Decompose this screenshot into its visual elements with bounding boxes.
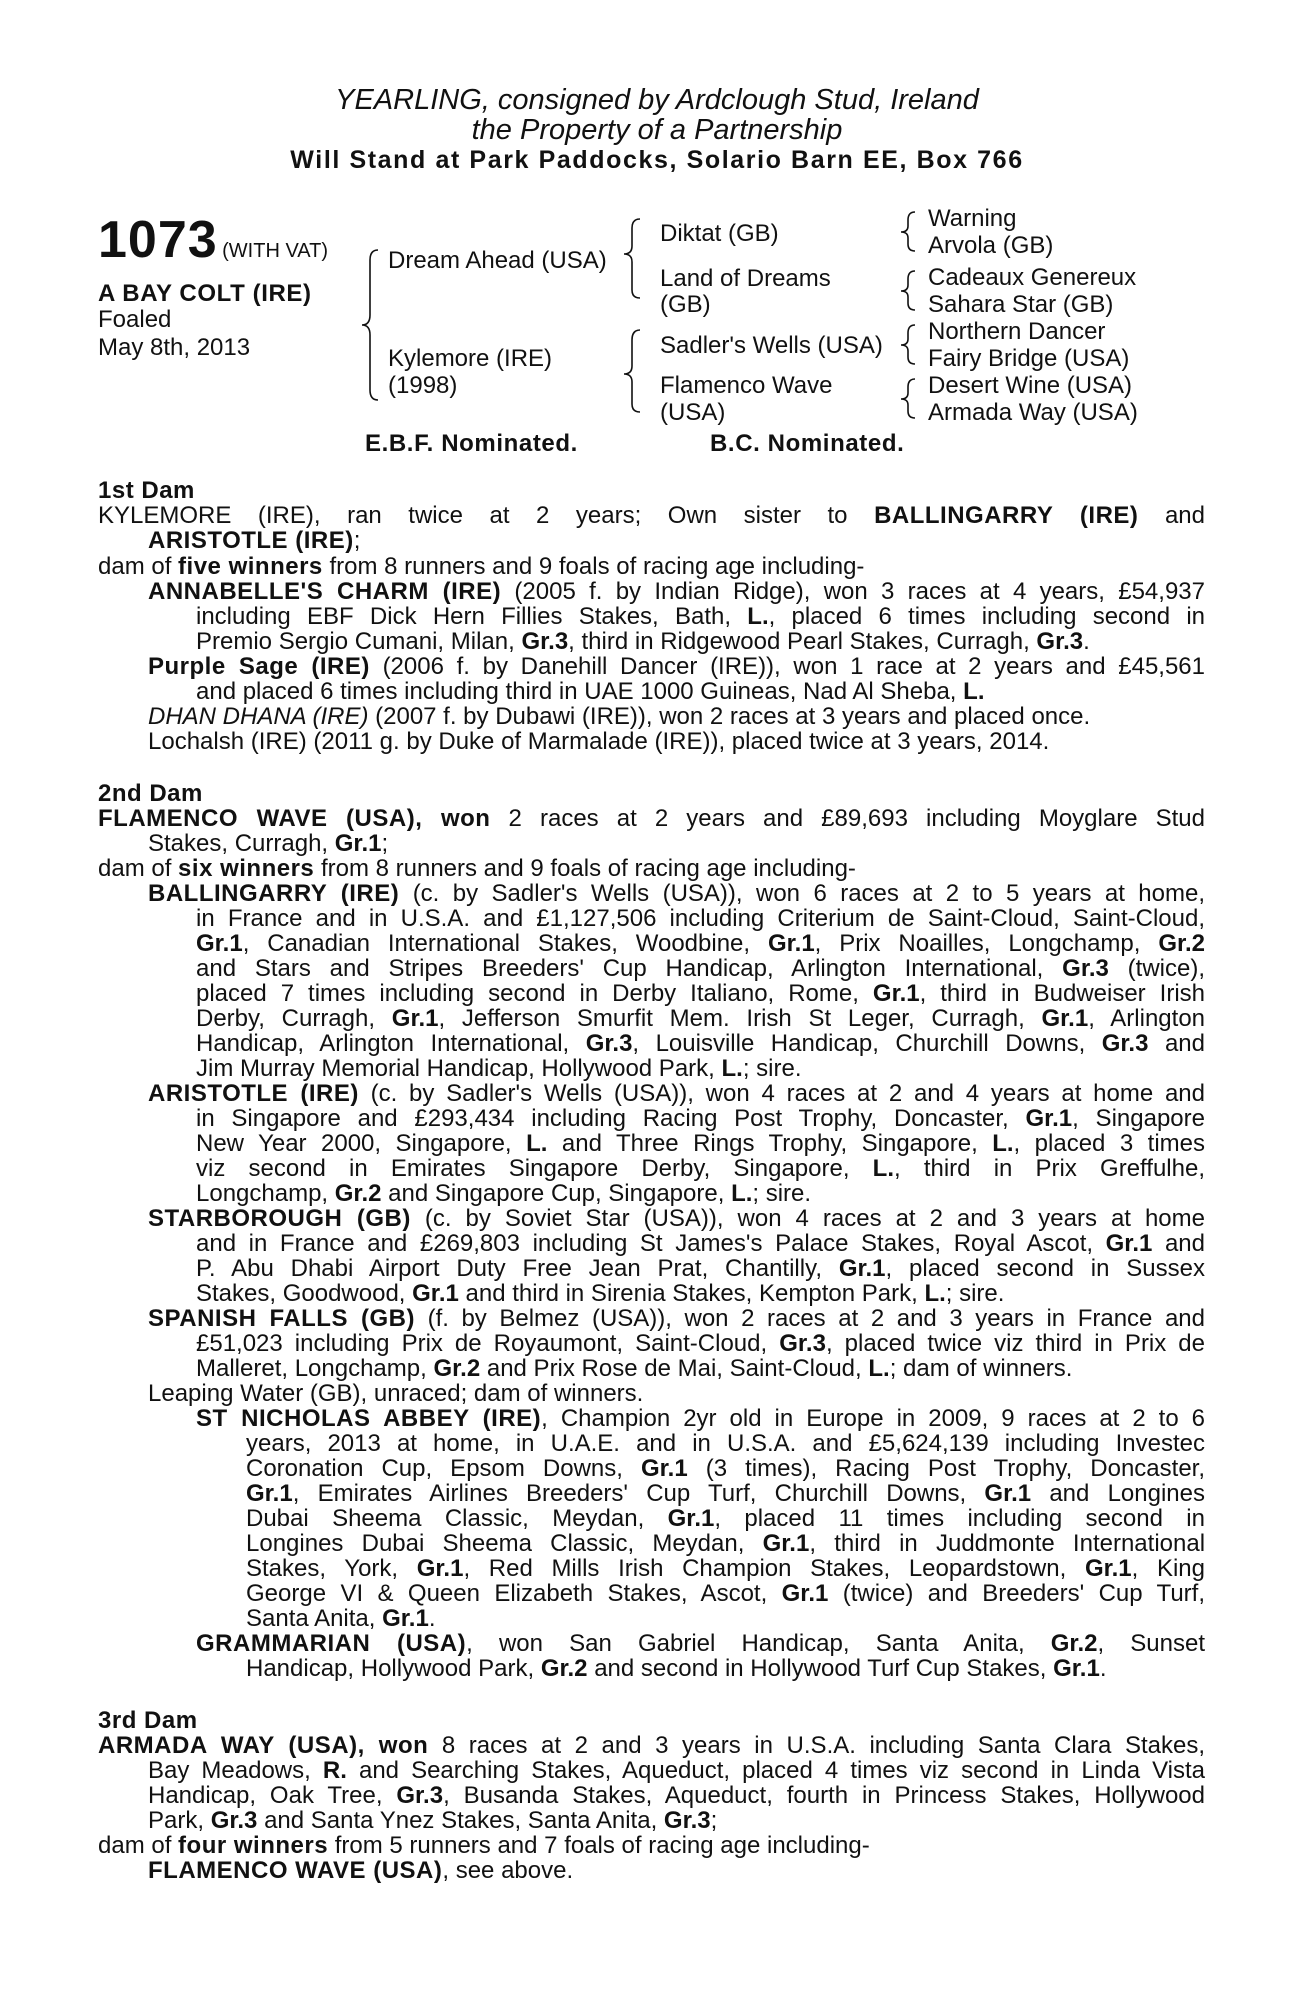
aristotle-line-1: ARISTOTLE (IRE) (c. by Sadler's Wells (USA)), won 4 races at 2 and 4 years at home and — [148, 1080, 1205, 1107]
annabelle-line-3: Premio Sergio Cumani, Milan, Gr.3, third in Ridgewood Pearl Stakes, Curragh, Gr.3. — [196, 628, 1090, 655]
aristotle-line-5: Longchamp, Gr.2 and Singapore Cup, Singapore, L.; sire. — [196, 1180, 812, 1207]
flamenco-see-above: FLAMENCO WAVE (USA), see above. — [148, 1857, 574, 1884]
st-nicholas-line-2: years, 2013 at home, in U.A.E. and in U.S.A. and £5,624,139 including Investec — [246, 1430, 1205, 1457]
main-brace — [362, 250, 378, 400]
st-nicholas-line-7: Stakes, York, Gr.1, Red Mills Irish Champion Stakes, Leopardstown, Gr.1, King — [246, 1555, 1205, 1582]
ballingarry-line-8: Jim Murray Memorial Handicap, Hollywood Park, L.; sire. — [196, 1055, 802, 1082]
ballingarry-line-7: Handicap, Arlington International, Gr.3, Louisville Handicap, Churchill Downs, Gr.3 and — [196, 1030, 1205, 1057]
grammarian-line-2: Handicap, Hollywood Park, Gr.2 and second in Hollywood Turf Cup Stakes, Gr.1. — [246, 1655, 1107, 1682]
st-nicholas-line-1: ST NICHOLAS ABBEY (IRE), Champion 2yr old in Europe in 2009, 9 races at 2 to 6 — [196, 1405, 1206, 1432]
vat-note: (WITH VAT) — [222, 240, 329, 262]
purple-sage-line-1: Purple Sage (IRE) (2006 f. by Danehill Dancer (IRE)), won 1 race at 2 years and £45,561 — [148, 653, 1205, 680]
sire-sire-sire: Warning — [928, 205, 1017, 232]
sire-sire: Diktat (GB) — [660, 220, 779, 247]
dam-sire-dam: Fairy Bridge (USA) — [928, 345, 1130, 372]
st-nicholas-line-5: Dubai Sheema Classic, Meydan, Gr.1, placed 11 times including second in — [246, 1505, 1205, 1532]
dhan-dhana-line: DHAN DHANA (IRE) (2007 f. by Dubawi (IRE)), won 2 races at 3 years and placed once. — [148, 703, 1091, 730]
ballingarry-line-1: BALLINGARRY (IRE) (c. by Sadler's Wells (USA)), won 6 races at 2 to 5 years at home, — [148, 880, 1206, 907]
annabelle-line-2: including EBF Dick Hern Fillies Stakes, Bath, L., placed 6 times including second in — [196, 603, 1206, 630]
annabelle-line-1: ANNABELLE'S CHARM (IRE) (2005 f. by Indian Ridge), won 3 races at 4 years, £54,937 — [148, 578, 1205, 605]
lochalsh-line: Lochalsh (IRE) (2011 g. by Duke of Marmalade (IRE)), placed twice at 3 years, 2014. — [148, 728, 1050, 755]
gsd-brace-3 — [901, 325, 915, 364]
ballingarry-line-4: and Stars and Stripes Breeders' Cup Handicap, Arlington International, Gr.3 (twice), — [196, 955, 1205, 982]
ballingarry-line-6: Derby, Curragh, Gr.1, Jefferson Smurfit Mem. Irish St Leger, Curragh, Gr.1, Arlington — [196, 1005, 1206, 1032]
sire-dam-sire: Cadeaux Genereux — [928, 264, 1137, 291]
gsd-brace-1 — [901, 212, 915, 251]
spanish-falls-line-3: Malleret, Longchamp, Gr.2 and Prix Rose de Mai, Saint-Cloud, L.; dam of winners. — [196, 1355, 1073, 1382]
second-dam-produce: dam of six winners from 8 runners and 9 foals of racing age including- — [98, 855, 856, 882]
property-line: the Property of a Partnership — [471, 114, 843, 146]
armada-line-4: Park, Gr.3 and Santa Ynez Stakes, Santa Anita, Gr.3; — [148, 1807, 718, 1834]
first-dam-intro: KYLEMORE (IRE), ran twice at 2 years; Own sister to BALLINGARRY (IRE) and — [98, 502, 1205, 529]
stand-line: Will Stand at Park Paddocks, Solario Barn EE, Box 766 — [290, 146, 1024, 174]
dam-brace — [624, 330, 640, 412]
st-nicholas-line-9: Santa Anita, Gr.1. — [246, 1605, 436, 1632]
armada-line-3: Handicap, Oak Tree, Gr.3, Busanda Stakes, Aqueduct, fourth in Princess Stakes, Hollywood — [148, 1782, 1206, 1809]
st-nicholas-line-3: Coronation Cup, Epsom Downs, Gr.1 (3 times), Racing Post Trophy, Doncaster, — [246, 1455, 1205, 1482]
starborough-line-1: STARBOROUGH (GB) (c. by Soviet Star (USA)), won 4 races at 2 and 3 years at home — [148, 1205, 1205, 1232]
second-dam-heading: 2nd Dam — [98, 780, 203, 807]
sire-brace — [624, 219, 640, 298]
leaping-water-line: Leaping Water (GB), unraced; dam of winners. — [148, 1380, 644, 1407]
dam-name: Kylemore (IRE) — [388, 345, 553, 372]
aristotle-line-3: New Year 2000, Singapore, L. and Three Rings Trophy, Singapore, L., placed 3 times — [196, 1130, 1205, 1157]
spanish-falls-line-1: SPANISH FALLS (GB) (f. by Belmez (USA)), won 2 races at 2 and 3 years in France and — [148, 1305, 1206, 1332]
purple-sage-line-2: and placed 6 times including third in UAE 1000 Guineas, Nad Al Sheba, L. — [196, 678, 985, 705]
armada-line-2: Bay Meadows, R. and Searching Stakes, Aqueduct, placed 4 times viz second in Linda Vista — [148, 1757, 1206, 1784]
horse-title: A BAY COLT (IRE) — [98, 280, 312, 307]
ballingarry-line-3: Gr.1, Canadian International Stakes, Woodbine, Gr.1, Prix Noailles, Longchamp, Gr.2 — [196, 930, 1206, 957]
starborough-line-3: P. Abu Dhabi Airport Duty Free Jean Prat, Chantilly, Gr.1, placed second in Sussex — [196, 1255, 1205, 1282]
st-nicholas-line-8: George VI & Queen Elizabeth Stakes, Ascot, Gr.1 (twice) and Breeders' Cup Turf, — [246, 1580, 1205, 1607]
starborough-line-4: Stakes, Goodwood, Gr.1 and third in Sirenia Stakes, Kempton Park, L.; sire. — [196, 1280, 1005, 1307]
first-dam-intro-cont: ARISTOTLE (IRE); — [148, 527, 361, 554]
third-dam-heading: 3rd Dam — [98, 1707, 198, 1734]
sire-dam-dam: Sahara Star (GB) — [928, 291, 1114, 318]
starborough-line-2: and in France and £269,803 including St James's Palace Stakes, Royal Ascot, Gr.1 and — [196, 1230, 1205, 1257]
foaled-date: May 8th, 2013 — [98, 334, 251, 361]
ebf-nominated: E.B.F. Nominated. — [365, 430, 578, 457]
gsd-brace-4 — [901, 379, 915, 418]
flamenco-line-1: FLAMENCO WAVE (USA), won 2 races at 2 years and £89,693 including Moyglare Stud — [98, 805, 1205, 832]
sire-sire-dam: Arvola (GB) — [928, 232, 1054, 259]
bc-nominated: B.C. Nominated. — [710, 430, 905, 457]
dam-sire-sire: Northern Dancer — [928, 318, 1106, 345]
dam-dam-dam: Armada Way (USA) — [928, 399, 1138, 426]
armada-line-1: ARMADA WAY (USA), won 8 races at 2 and 3 years in U.S.A. including Santa Clara Stakes, — [98, 1732, 1206, 1759]
lot-number: 1073 — [98, 211, 218, 269]
spanish-falls-line-2: £51,023 including Prix de Royaumont, Saint-Cloud, Gr.3, placed twice viz third in Prix de — [196, 1330, 1206, 1357]
dam-dam-sire: Desert Wine (USA) — [928, 372, 1133, 399]
foaled-label: Foaled — [98, 306, 172, 333]
first-dam-produce: dam of five winners from 8 runners and 9 foals of racing age including- — [98, 553, 865, 580]
third-dam-produce: dam of four winners from 5 runners and 7 foals of racing age including- — [98, 1832, 870, 1859]
ballingarry-line-5: placed 7 times including second in Derby Italiano, Rome, Gr.1, third in Budweiser Irish — [196, 980, 1205, 1007]
first-dam-heading: 1st Dam — [98, 477, 195, 504]
dam-sire: Sadler's Wells (USA) — [660, 332, 883, 359]
dam-year: (1998) — [388, 372, 458, 399]
sire-dam: Land of Dreams — [660, 265, 831, 292]
dam-dam-country: (USA) — [660, 399, 726, 426]
aristotle-line-2: in Singapore and £293,434 including Racing Post Trophy, Doncaster, Gr.1, Singapore — [196, 1105, 1205, 1132]
flamenco-line-2: Stakes, Curragh, Gr.1; — [148, 830, 389, 857]
st-nicholas-line-4: Gr.1, Emirates Airlines Breeders' Cup Turf, Churchill Downs, Gr.1 and Longines — [246, 1480, 1205, 1507]
ballingarry-line-2: in France and in U.S.A. and £1,127,506 including Criterium de Saint-Cloud, Saint-Cloud, — [196, 905, 1205, 932]
gsd-brace-2 — [901, 271, 915, 310]
dam-dam: Flamenco Wave — [660, 372, 833, 399]
st-nicholas-line-6: Longines Dubai Sheema Classic, Meydan, Gr.1, third in Juddmonte International — [246, 1530, 1206, 1557]
consignor-line: YEARLING, consigned by Ardclough Stud, Ireland — [335, 84, 979, 116]
sire-name: Dream Ahead (USA) — [388, 247, 607, 274]
sire-dam-country: (GB) — [660, 291, 711, 318]
grammarian-line-1: GRAMMARIAN (USA), won San Gabriel Handicap, Santa Anita, Gr.2, Sunset — [196, 1630, 1206, 1657]
aristotle-line-4: viz second in Emirates Singapore Derby, Singapore, L., third in Prix Greffulhe, — [196, 1155, 1205, 1182]
